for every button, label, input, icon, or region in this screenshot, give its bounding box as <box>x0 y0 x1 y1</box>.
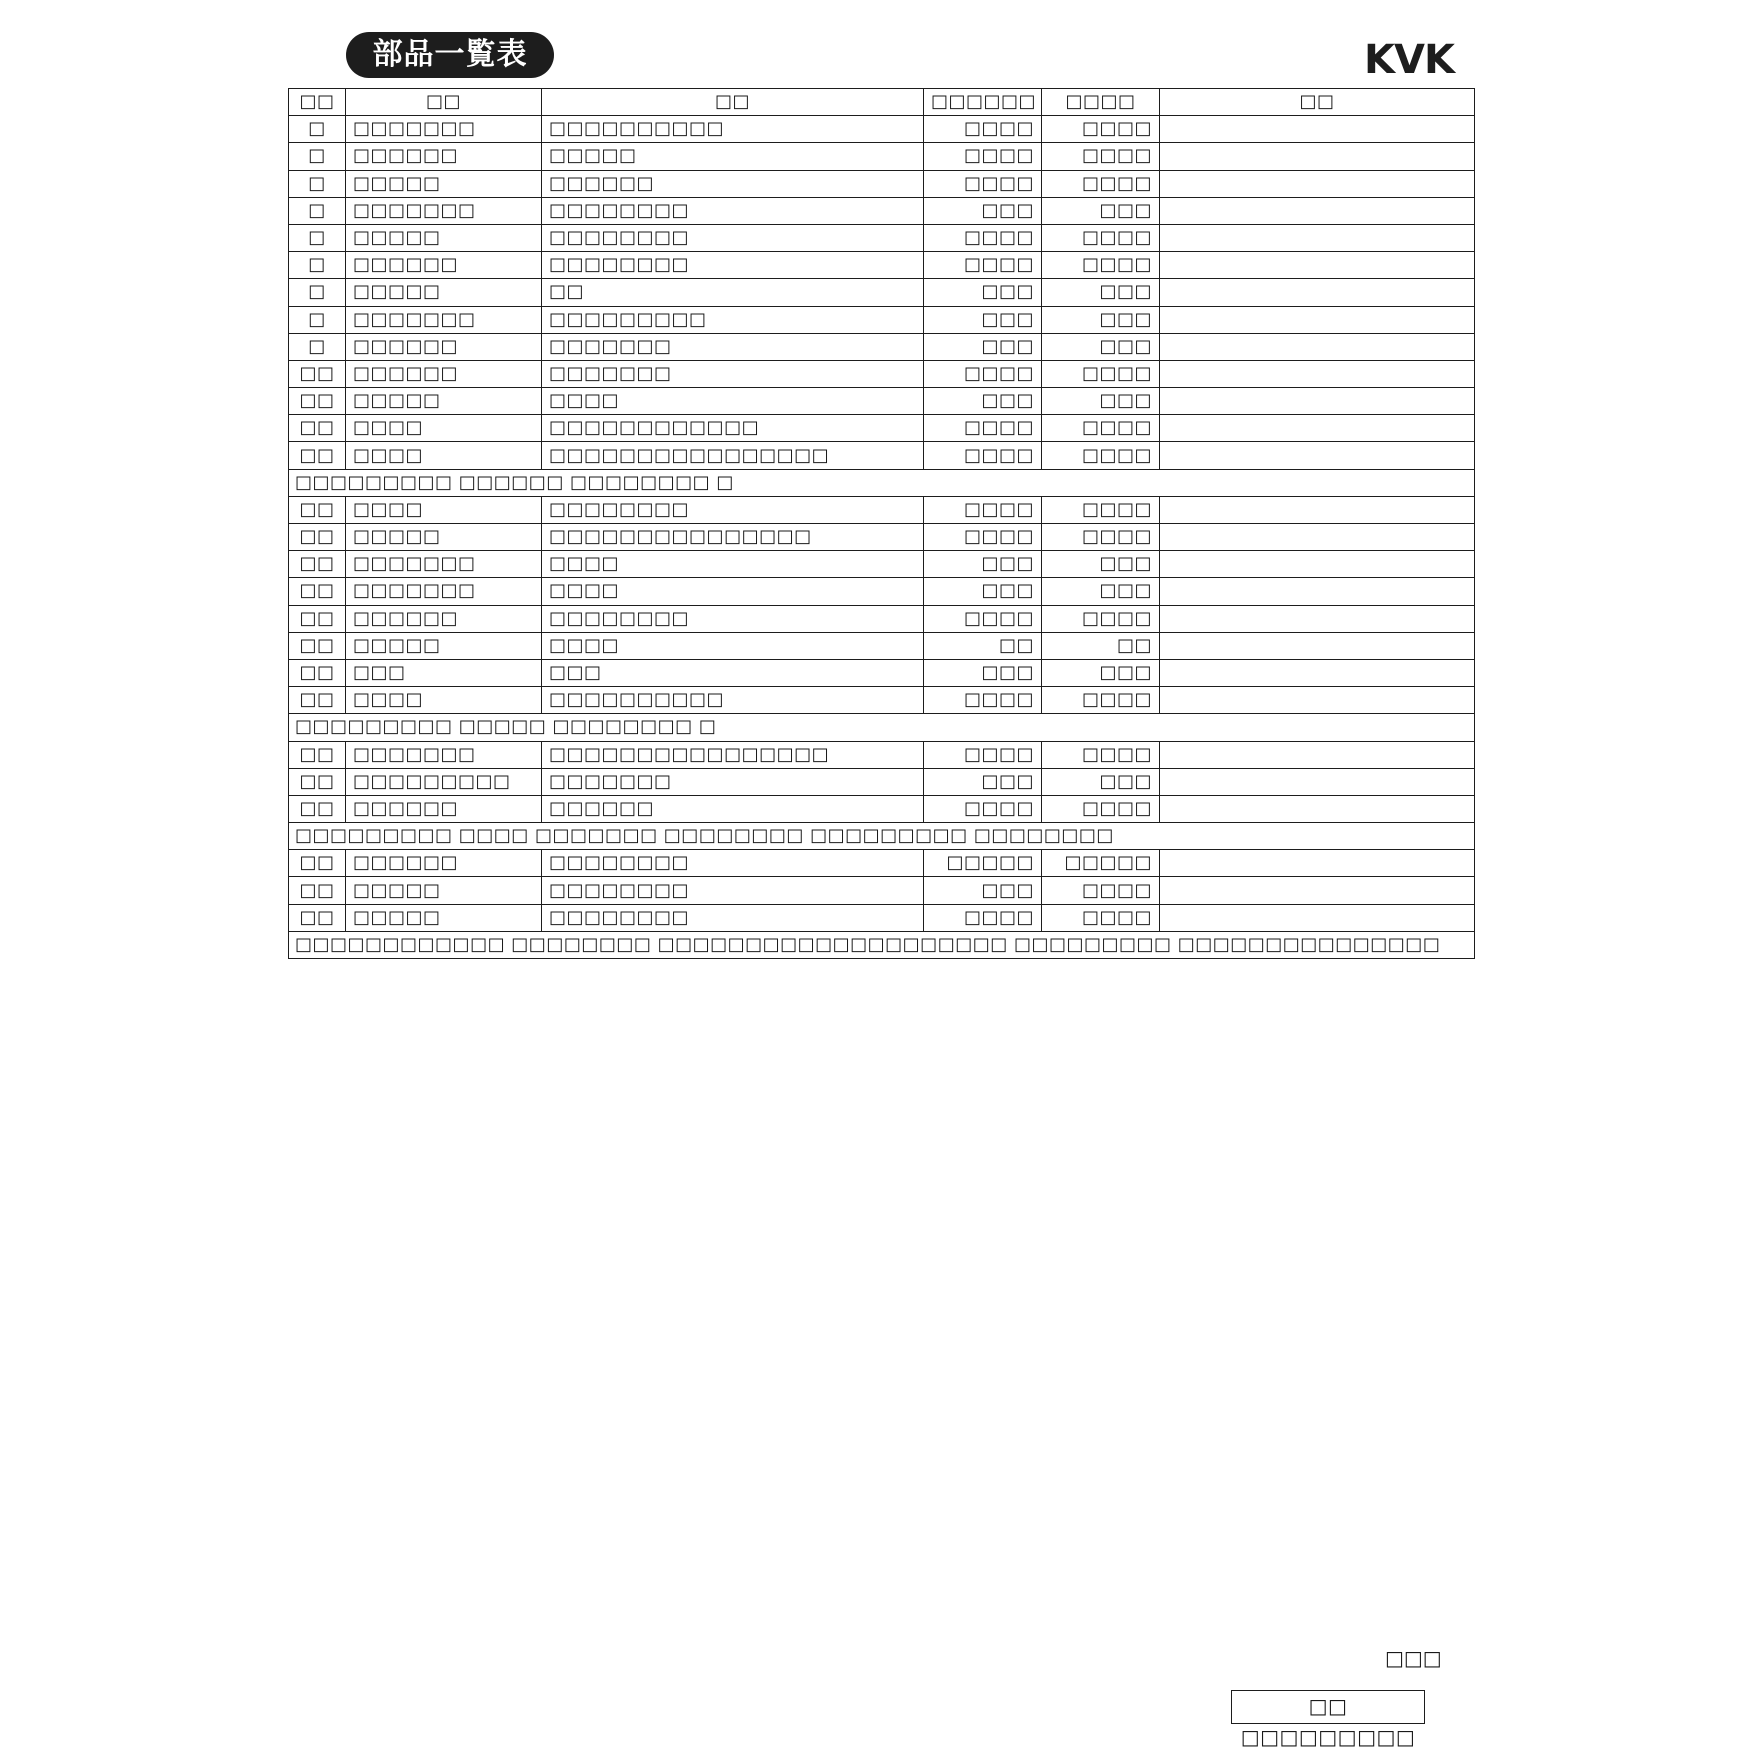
part-price: □□□□ <box>1042 877 1160 904</box>
part-price: □□□ <box>1042 306 1160 333</box>
row-number: □□ <box>289 388 346 415</box>
row-number: □ <box>289 197 346 224</box>
part-price: □□□ <box>1042 197 1160 224</box>
row-number: □□ <box>289 632 346 659</box>
table-row <box>289 741 1475 768</box>
table-row <box>289 551 1475 578</box>
part-qty: □□□□ <box>924 116 1042 143</box>
group-note: □□□□□□□□□ □□□□ □□□□□□□ □□□□□□□□ □□□□□□□□□ □□□□□□□□ <box>289 823 1475 850</box>
part-price: □□□□ <box>1042 360 1160 387</box>
part-name: □□□□□□□□ <box>542 605 924 632</box>
table-row <box>289 659 1475 686</box>
part-name: □□□□□□□□ <box>542 850 924 877</box>
row-number: □□ <box>289 496 346 523</box>
part-price: □□ <box>1042 632 1160 659</box>
part-price: □□□□ <box>1042 116 1160 143</box>
part-code: □□□□□ <box>346 904 542 931</box>
part-note <box>1160 224 1475 251</box>
part-price: □□□□ <box>1042 687 1160 714</box>
parts-list-table <box>288 88 1475 959</box>
part-price: □□□ <box>1042 578 1160 605</box>
table-row <box>289 524 1475 551</box>
part-note <box>1160 442 1475 469</box>
part-note <box>1160 687 1475 714</box>
part-name: □□□ <box>542 659 924 686</box>
part-note <box>1160 197 1475 224</box>
table-row <box>289 795 1475 822</box>
part-price: □□□□ <box>1042 795 1160 822</box>
column-header-name: □□ <box>542 89 924 116</box>
row-number: □□ <box>289 415 346 442</box>
document-title: 部品一覧表 <box>346 32 554 78</box>
part-code: □□□□□□ <box>346 143 542 170</box>
part-code: □□□□□ <box>346 632 542 659</box>
group-note: □□□□□□□□□ □□□□□ □□□□□□□□ □ <box>289 714 1475 741</box>
part-note <box>1160 415 1475 442</box>
part-qty: □□□ <box>924 578 1042 605</box>
row-number: □ <box>289 224 346 251</box>
part-name: □□□□□□□□ <box>542 252 924 279</box>
part-name: □□□□□□□ <box>542 360 924 387</box>
column-header-no: □□ <box>289 89 346 116</box>
part-name: □□□□□□□□□□□□ <box>542 415 924 442</box>
part-price: □□□□ <box>1042 496 1160 523</box>
part-note <box>1160 279 1475 306</box>
part-name: □□□□□□ <box>542 170 924 197</box>
part-price: □□□ <box>1042 333 1160 360</box>
part-price: □□□ <box>1042 551 1160 578</box>
table-row <box>289 143 1475 170</box>
row-number: □ <box>289 170 346 197</box>
part-price: □□□□ <box>1042 170 1160 197</box>
part-price: □□□ <box>1042 768 1160 795</box>
part-price: □□□ <box>1042 388 1160 415</box>
part-code: □□□ <box>346 659 542 686</box>
part-code: □□□□□ <box>346 170 542 197</box>
part-name: □□□□□□□ <box>542 333 924 360</box>
part-code: □□□□□□ <box>346 605 542 632</box>
part-qty: □□□□ <box>924 170 1042 197</box>
row-number: □□ <box>289 795 346 822</box>
part-qty: □□□□ <box>924 360 1042 387</box>
part-qty: □□□□ <box>924 524 1042 551</box>
part-name: □□□□□□□ <box>542 768 924 795</box>
part-code: □□□□ <box>346 442 542 469</box>
row-number: □ <box>289 252 346 279</box>
table-row <box>289 496 1475 523</box>
part-name: □□□□ <box>542 578 924 605</box>
part-name: □□□□□ <box>542 143 924 170</box>
part-price: □□□□ <box>1042 143 1160 170</box>
part-qty: □□□□ <box>924 224 1042 251</box>
table-row <box>289 306 1475 333</box>
part-name: □□□□ <box>542 551 924 578</box>
table-row <box>289 197 1475 224</box>
row-number: □ <box>289 306 346 333</box>
part-note <box>1160 768 1475 795</box>
part-name: □□□□□□□□ <box>542 224 924 251</box>
column-header-price: □□□□ <box>1042 89 1160 116</box>
group-note-row <box>289 469 1475 496</box>
row-number: □□ <box>289 551 346 578</box>
part-qty: □□□ <box>924 388 1042 415</box>
part-code: □□□□□□□ <box>346 578 542 605</box>
table-row <box>289 252 1475 279</box>
column-header-qty: □□□□□□ <box>924 89 1042 116</box>
part-code: □□□□□□□□□ <box>346 768 542 795</box>
row-number: □□ <box>289 659 346 686</box>
row-number: □□ <box>289 687 346 714</box>
row-number: □□ <box>289 578 346 605</box>
part-name: □□□□□□□□□□□□□□□□ <box>542 741 924 768</box>
row-number: □□ <box>289 904 346 931</box>
part-qty: □□□□ <box>924 795 1042 822</box>
part-name: □□□□□□□□□ <box>542 306 924 333</box>
brand-logo: KVK <box>1364 37 1454 83</box>
part-code: □□□□□□□ <box>346 741 542 768</box>
table-row <box>289 850 1475 877</box>
part-qty: □□□□ <box>924 496 1042 523</box>
part-code: □□□□□□ <box>346 795 542 822</box>
part-code: □□□□ <box>346 415 542 442</box>
part-price: □□□□ <box>1042 224 1160 251</box>
table-row <box>289 605 1475 632</box>
part-name: □□ <box>542 279 924 306</box>
part-qty: □□□□ <box>924 415 1042 442</box>
row-number: □□ <box>289 524 346 551</box>
part-qty: □□□□ <box>924 741 1042 768</box>
part-qty: □□□□ <box>924 442 1042 469</box>
row-number: □□ <box>289 768 346 795</box>
part-name: □□□□ <box>542 632 924 659</box>
table-row <box>289 415 1475 442</box>
part-price: □□□□ <box>1042 252 1160 279</box>
part-qty: □□□ <box>924 279 1042 306</box>
part-note <box>1160 116 1475 143</box>
part-qty: □□□□ <box>924 143 1042 170</box>
table-row <box>289 877 1475 904</box>
part-code: □□□□□□□ <box>346 197 542 224</box>
part-code: □□□□□□ <box>346 360 542 387</box>
part-price: □□□ <box>1042 659 1160 686</box>
table-row <box>289 224 1475 251</box>
part-note <box>1160 524 1475 551</box>
part-note <box>1160 252 1475 279</box>
part-code: □□□□□□ <box>346 252 542 279</box>
table-row <box>289 388 1475 415</box>
row-number: □ <box>289 143 346 170</box>
part-note <box>1160 904 1475 931</box>
row-number: □□ <box>289 877 346 904</box>
part-qty: □□□ <box>924 333 1042 360</box>
part-qty: □□□ <box>924 197 1042 224</box>
row-number: □□ <box>289 442 346 469</box>
part-price: □□□□ <box>1042 741 1160 768</box>
table-row <box>289 768 1475 795</box>
part-note <box>1160 551 1475 578</box>
table-row <box>289 687 1475 714</box>
row-number: □□ <box>289 605 346 632</box>
document-code: □□ □□□□□□□□□ <box>1231 1690 1425 1724</box>
group-note: □□□□□□□□□□□□ □□□□□□□□ □□□□□□□□□□□□□□□□□□□□ □□□□□□□□□ □□□□□□□□□□□□□□□ <box>289 931 1475 958</box>
part-name: □□□□□□□□ <box>542 197 924 224</box>
part-code: □□□□□ <box>346 224 542 251</box>
part-code: □□□□□□□ <box>346 116 542 143</box>
part-name: □□□□□□□□□□ <box>542 687 924 714</box>
part-price: □□□□ <box>1042 904 1160 931</box>
part-qty: □□□ <box>924 551 1042 578</box>
part-price: □□□□ <box>1042 524 1160 551</box>
part-price: □□□□ <box>1042 605 1160 632</box>
part-note <box>1160 578 1475 605</box>
part-note <box>1160 659 1475 686</box>
part-price: □□□□□ <box>1042 850 1160 877</box>
row-number: □□ <box>289 360 346 387</box>
part-code: □□□□□ <box>346 877 542 904</box>
part-note <box>1160 496 1475 523</box>
part-note <box>1160 306 1475 333</box>
part-price: □□□□ <box>1042 415 1160 442</box>
part-qty: □□□□ <box>924 252 1042 279</box>
row-number: □ <box>289 333 346 360</box>
part-qty: □□□ <box>924 306 1042 333</box>
column-header-note: □□ <box>1160 89 1475 116</box>
part-note <box>1160 741 1475 768</box>
part-qty: □□□ <box>924 877 1042 904</box>
table-row <box>289 632 1475 659</box>
group-note-row <box>289 823 1475 850</box>
row-number: □ <box>289 279 346 306</box>
table-header-row <box>289 89 1475 116</box>
part-note <box>1160 850 1475 877</box>
part-qty: □□□□ <box>924 904 1042 931</box>
table-row <box>289 116 1475 143</box>
part-note <box>1160 795 1475 822</box>
part-note <box>1160 388 1475 415</box>
table-row <box>289 279 1475 306</box>
part-price: □□□□ <box>1042 442 1160 469</box>
table-row <box>289 170 1475 197</box>
part-qty: □□□ <box>924 659 1042 686</box>
group-note: □□□□□□□□□ □□□□□□ □□□□□□□□ □ <box>289 469 1475 496</box>
part-qty: □□□□□ <box>924 850 1042 877</box>
part-price: □□□ <box>1042 279 1160 306</box>
part-name: □□□□□□□□ <box>542 496 924 523</box>
parts-list-body <box>289 116 1475 959</box>
row-number: □□ <box>289 850 346 877</box>
group-note-row <box>289 714 1475 741</box>
part-qty: □□ <box>924 632 1042 659</box>
part-name: □□□□□□□□□□□□□□□□ <box>542 442 924 469</box>
part-code: □□□□ <box>346 687 542 714</box>
part-qty: □□□ <box>924 768 1042 795</box>
column-header-code: □□ <box>346 89 542 116</box>
part-qty: □□□□ <box>924 605 1042 632</box>
part-note <box>1160 333 1475 360</box>
table-row <box>289 578 1475 605</box>
part-qty: □□□□ <box>924 687 1042 714</box>
part-note <box>1160 877 1475 904</box>
part-name: □□□□□□□□□□□□□□□ <box>542 524 924 551</box>
part-name: □□□□□□□□□□ <box>542 116 924 143</box>
part-code: □□□□□□□ <box>346 551 542 578</box>
part-code: □□□□□□□ <box>346 306 542 333</box>
part-note <box>1160 605 1475 632</box>
part-name: □□□□□□ <box>542 795 924 822</box>
part-name: □□□□□□□□ <box>542 877 924 904</box>
part-note <box>1160 632 1475 659</box>
part-code: □□□□□ <box>346 279 542 306</box>
table-row <box>289 333 1475 360</box>
part-name: □□□□ <box>542 388 924 415</box>
page-number: □□□ <box>1385 1646 1442 1670</box>
table-row <box>289 360 1475 387</box>
part-name: □□□□□□□□ <box>542 904 924 931</box>
row-number: □ <box>289 116 346 143</box>
table-row <box>289 442 1475 469</box>
part-code: □□□□□ <box>346 388 542 415</box>
table-row <box>289 904 1475 931</box>
part-code: □□□□ <box>346 496 542 523</box>
part-code: □□□□□ <box>346 524 542 551</box>
part-note <box>1160 170 1475 197</box>
part-code: □□□□□□ <box>346 850 542 877</box>
part-note <box>1160 143 1475 170</box>
group-note-row <box>289 931 1475 958</box>
part-note <box>1160 360 1475 387</box>
part-code: □□□□□□ <box>346 333 542 360</box>
row-number: □□ <box>289 741 346 768</box>
